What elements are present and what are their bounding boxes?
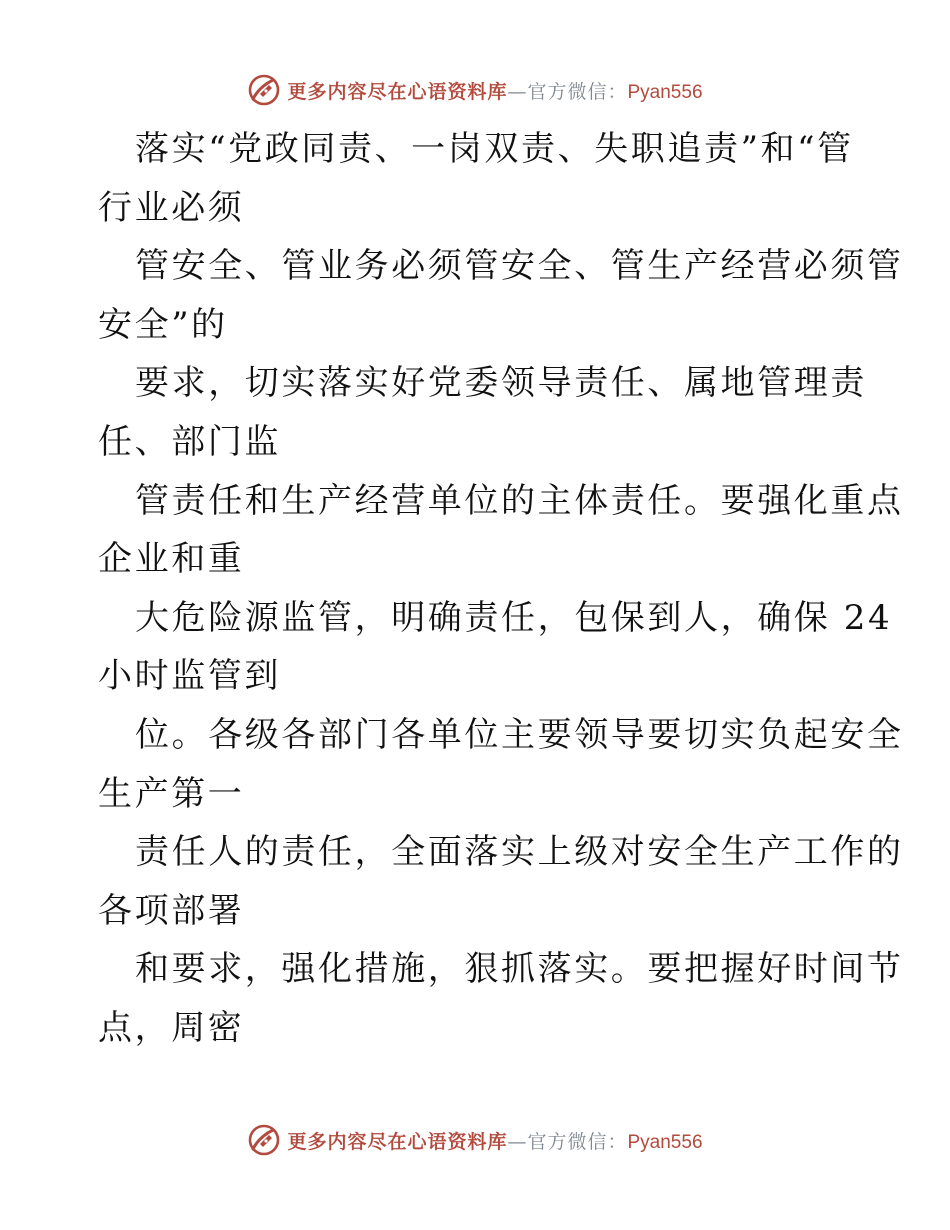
pen-nib-logo-icon [247,1123,281,1157]
body-line: 落实“党政同责、一岗双责、失职追责”和“管 [135,129,854,169]
banner-wechat-id: Pyan556 [627,81,703,103]
body-line: 企业和重 [98,539,245,580]
body-line: 安全”的 [98,304,228,345]
banner-wechat-label: 官方微信： [527,1130,628,1153]
footer-banner [0,1118,950,1162]
body-line: 管责任和生产经营单位的主体责任。要强化重点 [135,480,904,521]
banner-wechat-label: 官方微信： [527,80,628,103]
banner-text [287,1127,702,1154]
body-line: 和要求，强化措施，狠抓落实。要把握好时间节 [135,949,904,990]
pen-nib-logo-icon [247,73,281,107]
banner-wechat-id: Pyan556 [627,1131,703,1153]
header-banner [0,68,950,112]
body-line: 要求，切实落实好党委领导责任、属地管理责 [135,363,867,404]
banner-site-name: 更多内容尽在心语资料库 [287,1130,508,1153]
body-line: 行业必须 [98,187,245,228]
banner-site-name: 更多内容尽在心语资料库 [287,80,508,103]
body-line: 点，周密 [98,1007,245,1048]
body-line: 责任人的责任，全面落实上级对安全生产工作的 [135,832,904,873]
banner-dash: — [507,80,528,103]
body-line: 小时监管到 [98,656,281,697]
body-line: 大危险源监管，明确责任，包保到人，确保 24 [135,597,893,638]
body-line: 管安全、管业务必须管安全、管生产经营必须管 [135,246,904,287]
document-body [98,120,904,1058]
body-line: 各项部署 [98,890,245,931]
banner-dash: — [507,1130,528,1153]
body-line: 任、部门监 [98,421,281,462]
body-line: 位。各级各部门各单位主要领导要切实负起安全 [135,714,904,755]
body-line: 生产第一 [98,773,245,814]
banner-text [287,77,702,104]
